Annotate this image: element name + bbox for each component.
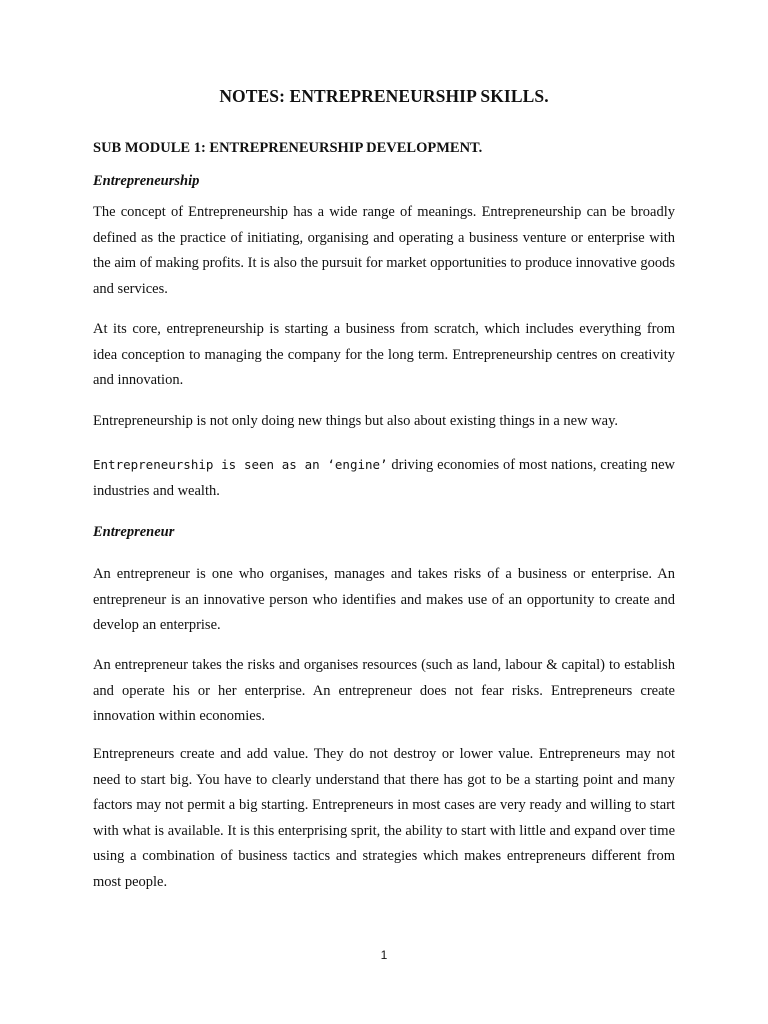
paragraph-entrepreneur-risks: An entrepreneur takes the risks and organises resources (such as land, labour & capital) to establish and operate his or her enterprise. An entrepreneur does not fear risks. Entrepreneurs create innovation within economies. xyxy=(93,657,675,724)
paragraph-entrepreneur-value: Entrepreneurs create and add value. They do not destroy or lower value. Entrepreneurs may not need to start big. You have to clearly understand that there has got to be a starting point and many factors may not permit a big starting. Entrepreneurs in most cases are very ready and willing to start with what is available. It is this enterprising sprit, the ability to start with little and expand over time using a combination of business tactics and strategies which makes entrepreneurs different from most people. xyxy=(93,746,675,890)
document-title: NOTES: ENTREPRENEURSHIP SKILLS. xyxy=(219,86,549,106)
paragraph-definition: The concept of Entrepreneurship has a wide range of meanings. Entrepreneurship can be broadly defined as the practice of initiating, organising and operating a business venture or enterprise with the aim of making profits. It is also the pursuit for market opportunities to produce innovative goods and services. xyxy=(93,204,675,297)
paragraph-entrepreneur-definition: An entrepreneur is one who organises, manages and takes risks of a business or enterprise. An entrepreneur is an innovative person who identifies and makes use of an opportunity to create and develop an enterprise. xyxy=(93,566,675,633)
engine-rest: driving economies of most nations, creating new industries and wealth. xyxy=(93,457,675,499)
engine-phrase: Entrepreneurship is seen as an ‘engine’ xyxy=(93,457,388,472)
paragraph-new-things: Entrepreneurship is not only doing new things but also about existing things in a new way. xyxy=(93,413,619,429)
paragraph-core: At its core, entrepreneurship is starting a business from scratch, which includes everything from idea conception to managing the company for the long term. Entrepreneurship centres on creativity and innovation. xyxy=(93,321,675,388)
section-heading-entrepreneurship: Entrepreneurship xyxy=(93,173,200,189)
section-heading-entrepreneur: Entrepreneur xyxy=(93,524,175,540)
paragraph-engine xyxy=(93,452,675,504)
page-number: 1 xyxy=(380,948,388,962)
sub-module-heading: SUB MODULE 1: ENTREPRENEURSHIP DEVELOPMENT. xyxy=(93,140,483,156)
